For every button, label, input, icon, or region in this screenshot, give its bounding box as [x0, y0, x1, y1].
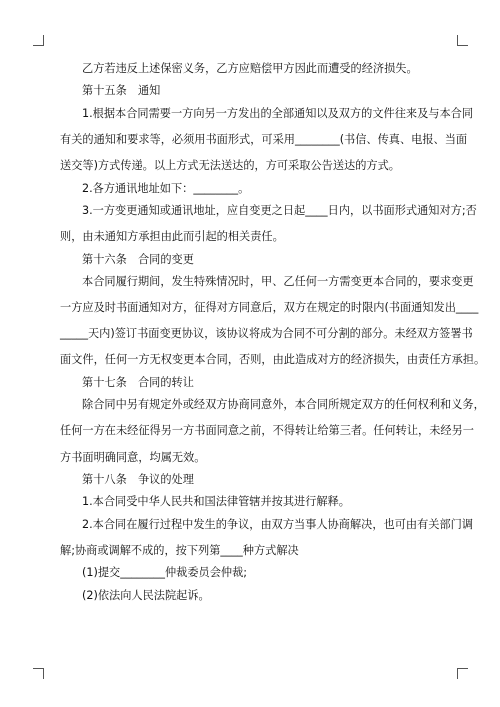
clause-15-1-line-2: 有关的通知和要求等，必须用书面形式，可采用________(书信、传真、电报、当面: [60, 132, 468, 146]
clause-18-2-line-2: 解;协商或调解不成的，按下列第____种方式解决: [60, 543, 299, 557]
paragraph-confidentiality-liability: 乙方若违反上述保密义务，乙方应赔偿甲方因此而遭受的经济损失。: [82, 62, 418, 75]
crop-mark-bottom-right: [457, 668, 468, 679]
clause-15-1-line-3: 送交等)方式传递。以上方式无法送达的，方可采取公告送达的方式。: [60, 159, 400, 173]
article-17-line-2: 任何一方在未经征得另一方书面同意之前，不得转让给第三者。任何转让，未经另一: [60, 424, 474, 438]
article-16-line-2: 一方应及时书面通知对方，征得对方同意后，双方在规定的时限内(书面通知发出____: [60, 301, 479, 315]
clause-15-3-line-1: 3.一方变更通知或通讯地址，应自变更之日起____日内，以书面形式通知对方;否: [82, 203, 477, 217]
article-16-line-4: 面文件，任何一方无权变更本合同，否则，由此造成对方的经济损失，由责任方承担。: [60, 353, 486, 367]
article-16-line-3: _____天内)签订书面变更协议，该协议将成为合同不可分割的部分。未经双方签署书: [60, 327, 473, 341]
clause-18-1-governing-law: 1.本合同受中华人民共和国法律管辖并按其进行解释。: [82, 495, 350, 509]
crop-mark-top-right: [457, 35, 468, 46]
crop-mark-bottom-left: [33, 668, 44, 679]
heading-article-15-notice: 第十五条 通知: [82, 84, 161, 98]
article-16-line-1: 本合同履行期间，发生特殊情况时，甲、乙任何一方需变更本合同的，要求变更: [82, 274, 474, 288]
clause-15-3-line-2: 则，由未通知方承担由此而引起的相关责任。: [60, 230, 284, 244]
clause-15-2-addresses: 2.各方通讯地址如下：________。: [82, 181, 250, 195]
clause-18-2-line-1: 2.本合同在履行过程中发生的争议，由双方当事人协商解决，也可由有关部门调: [82, 517, 474, 531]
document-body: [60, 62, 486, 603]
article-17-line-3: 方书面明确同意，均属无效。: [60, 450, 206, 464]
option-1-arbitration: (1)提交________仲裁委员会仲裁;: [82, 566, 248, 580]
clause-15-1-line-1: 1.根据本合同需要一方向另一方发出的全部通知以及双方的文件往来及与本合同: [82, 106, 474, 120]
heading-article-17-transfer: 第十七条 合同的转让: [82, 375, 194, 389]
option-2-court: (2)依法向人民法院起诉。: [82, 588, 210, 602]
heading-article-18-disputes: 第十八条 争议的处理: [82, 473, 194, 487]
heading-article-16-amendment: 第十六条 合同的变更: [82, 252, 194, 266]
crop-mark-top-left: [33, 35, 44, 46]
article-17-line-1: 除合同中另有规定外或经双方协商同意外，本合同所规定双方的任何权利和义务，: [82, 398, 485, 412]
